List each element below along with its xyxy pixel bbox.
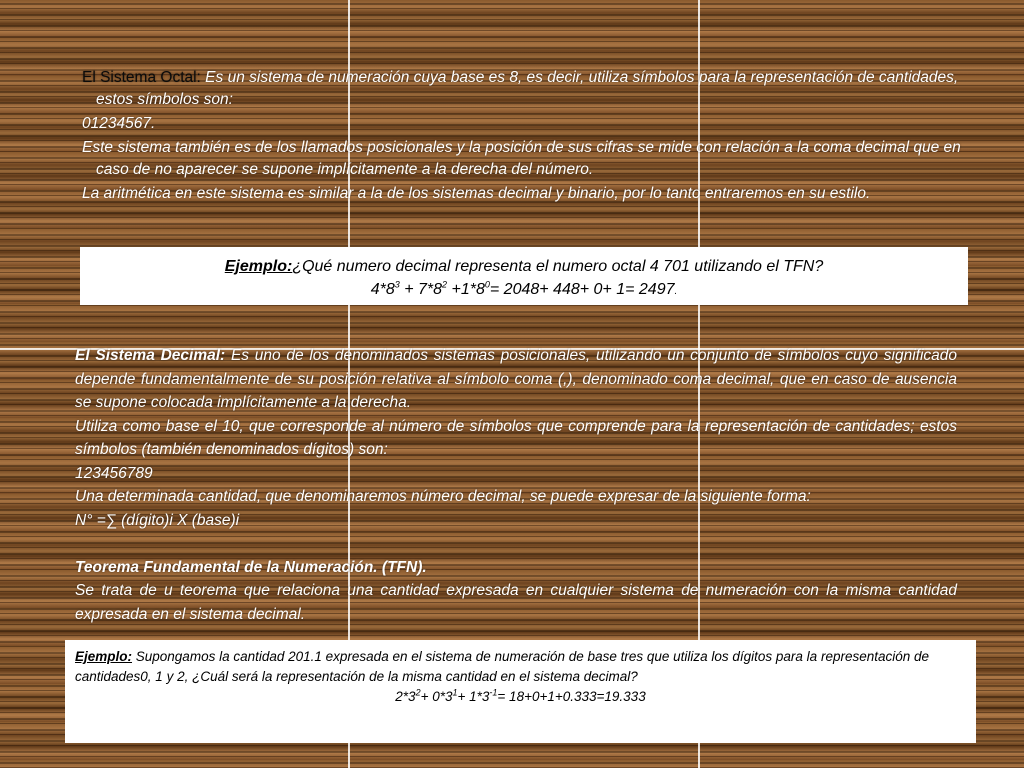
formula-exponent: -1	[489, 687, 498, 698]
decimal-expression: N° =∑ (dígito)i X (base)i	[75, 511, 240, 529]
tfn-title: Teorema Fundamental de la Numeración. (TFN).	[75, 558, 427, 576]
formula-exponent: 1	[452, 687, 458, 698]
example-octal-label: Ejemplo:	[224, 258, 293, 275]
octal-arithmetic: La aritmética en este sistema es similar a la de los sistemas decimal y binario, por lo tanto entraremos en su estilo.	[82, 185, 871, 202]
formula-dot: .	[674, 286, 678, 297]
decimal-title: El Sistema Decimal:	[75, 347, 226, 364]
formula-exponent: 2	[415, 687, 421, 698]
formula-term: + 1*3	[457, 689, 490, 704]
example-base-three-formula	[75, 687, 966, 707]
octal-section	[82, 67, 962, 207]
example-base-three-text: Supongamos la cantidad 201.1 expresada en el sistema de numeración de base tres que utiliza los dígitos para la representación de cantidades0, 1 y 2, ¿Cuál será la representación de la misma cantidad en el sistema decimal?	[75, 649, 930, 684]
formula-result: = 18+0+1+0.333=19.333	[497, 689, 646, 704]
spacer	[75, 532, 957, 556]
tfn-description: Se trata de u teorema que relaciona una cantidad expresada en cualquier sistema de numeración con la misma cantidad expresada en el sistema decimal.	[75, 582, 957, 623]
formula-term: +1*8	[447, 281, 485, 298]
decimal-expression-intro: Una determinada cantidad, que denominaremos número decimal, se puede expresar de la siguiente forma:	[75, 488, 811, 505]
octal-positional: Este sistema también es de los llamados posicionales y la posición de sus cifras se mide con relación a la coma decimal que en caso de no aparecer se supone implícitamente a la derecha del número.	[82, 139, 961, 178]
decimal-base: Utiliza como base el 10, que corresponde al número de símbolos que comprende para la representación de cantidades; estos símbolos (también denominados dígitos) son:	[75, 417, 957, 458]
octal-intro: Es un sistema de numeración cuya base es 8, es decir, utiliza símbolos para la representación de cantidades, estos símbolos son:	[96, 69, 959, 108]
formula-exponent: 3	[394, 279, 400, 290]
formula-result: = 2048+ 448+ 0+ 1= 2497	[489, 281, 675, 298]
octal-title: El Sistema Octal:	[82, 69, 201, 86]
decimal-symbols: 123456789	[75, 464, 153, 482]
example-base-three-text-block	[75, 647, 966, 687]
octal-intro-paragraph	[82, 67, 962, 111]
octal-symbols: 01234567.	[82, 115, 156, 132]
decimal-section	[75, 344, 957, 626]
example-base-three-label: Ejemplo:	[75, 649, 133, 664]
formula-term: + 7*8	[399, 281, 443, 298]
formula-term: 2*3	[395, 689, 416, 704]
example-octal-question: ¿Qué numero decimal representa el numero octal 4 701 utilizando el TFN?	[292, 258, 824, 275]
example-octal-question-line	[80, 255, 968, 278]
example-box-base-three	[65, 640, 976, 743]
decimal-intro: Es uno de los denominados sistemas posicionales, utilizando un conjunto de símbolos cuyo significado depende fundamentalmente de su posición relativa al símbolo coma (,), denominado coma decimal, que en caso de ausencia se supone colocada implícitamente a la derecha.	[75, 347, 957, 411]
formula-term: 4*8	[370, 281, 395, 298]
formula-exponent: 0	[484, 279, 490, 290]
decimal-intro-paragraph	[75, 344, 957, 415]
formula-exponent: 2	[442, 279, 448, 290]
formula-term: + 0*3	[420, 689, 453, 704]
example-octal-formula	[80, 278, 968, 303]
example-box-octal	[80, 247, 968, 305]
